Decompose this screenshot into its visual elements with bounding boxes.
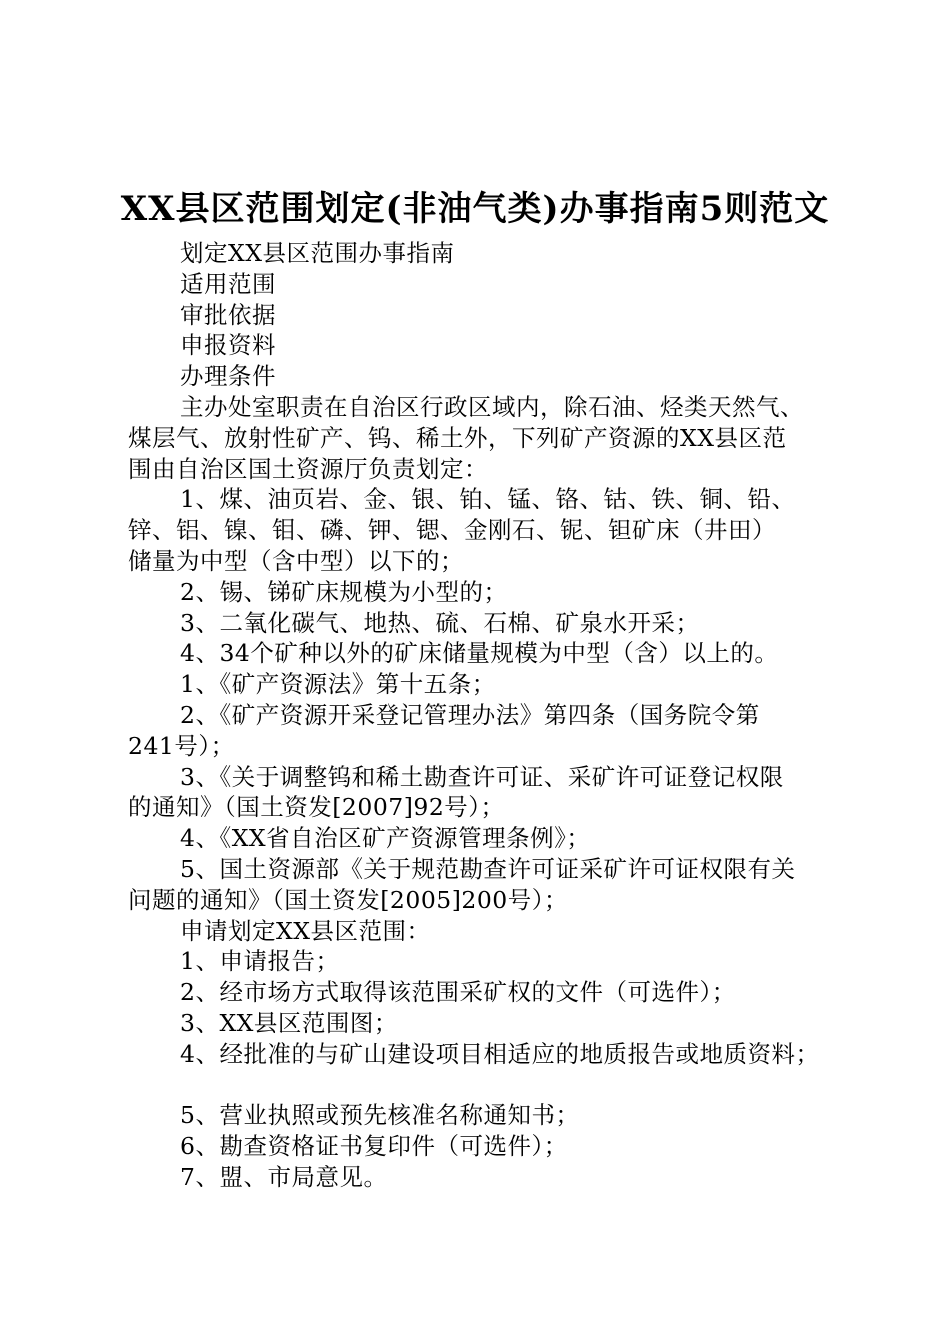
list-item: 3、《关于调整钨和稀土勘查许可证、采矿许可证登记权限 (180, 762, 784, 791)
section-heading: 申报资料 (180, 331, 276, 360)
list-item: 2、锡、锑矿床规模为小型的； (180, 577, 508, 606)
list-item-continuation: 问题的通知》（国土资发[2005]200号）； (128, 885, 568, 914)
list-item: 2、经市场方式取得该范围采矿权的文件（可选件）； (180, 978, 736, 1007)
list-item: 3、二氧化碳气、地热、硫、石棉、矿泉水开采； (180, 608, 700, 637)
list-item-continuation: 241号）； (128, 731, 235, 760)
list-item: 1、《矿产资源法》第十五条； (180, 670, 496, 699)
document-title: XX县区范围划定(非油气类)办事指南5则范文 (120, 189, 830, 229)
paragraph-line: 主办处室职责在自治区行政区域内，除石油、烃类天然气、 (180, 392, 804, 421)
list-item: 4、经批准的与矿山建设项目相适应的地质报告或地质资料； (180, 1039, 820, 1068)
list-item: 2、《矿产资源开采登记管理办法》第四条（国务院令第 (180, 700, 760, 729)
paragraph-line: 煤层气、放射性矿产、钨、稀土外，下列矿产资源的XX县区范 (128, 423, 787, 452)
list-item: 3、XX县区范围图； (180, 1008, 398, 1037)
document-body (128, 238, 838, 1193)
paragraph-line: 划定XX县区范围办事指南 (180, 239, 455, 267)
list-item-continuation: 储量为中型（含中型）以下的； (128, 546, 464, 575)
list-item: 1、煤、油页岩、金、银、铂、锰、铬、钴、铁、铜、铅、 (180, 485, 796, 514)
paragraph-line: 申请划定XX县区范围： (180, 916, 431, 945)
section-heading: 办理条件 (180, 362, 276, 391)
list-item-continuation: 的通知》（国土资发[2007]92号）； (128, 793, 505, 822)
blank-line (128, 1070, 838, 1101)
list-item: 4、34个矿种以外的矿床储量规模为中型（含）以上的。 (180, 639, 779, 668)
list-item: 7、盟、市局意见。 (180, 1162, 388, 1191)
list-item: 5、营业执照或预先核准名称通知书； (180, 1101, 580, 1130)
list-item: 1、申请报告； (180, 947, 340, 976)
list-item: 5、国土资源部《关于规范勘查许可证采矿许可证权限有关 (180, 854, 796, 883)
list-item-continuation: 锌、铝、镍、钼、磷、钾、锶、金刚石、铌、钽矿床（井田） (128, 516, 776, 545)
section-heading: 适用范围 (180, 269, 276, 298)
list-item: 6、勘查资格证书复印件（可选件）； (180, 1132, 568, 1161)
section-heading: 审批依据 (180, 300, 276, 329)
list-item: 4、《XX省自治区矿产资源管理条例》； (180, 824, 591, 853)
paragraph-line: 围由自治区国土资源厅负责划定： (128, 454, 488, 483)
